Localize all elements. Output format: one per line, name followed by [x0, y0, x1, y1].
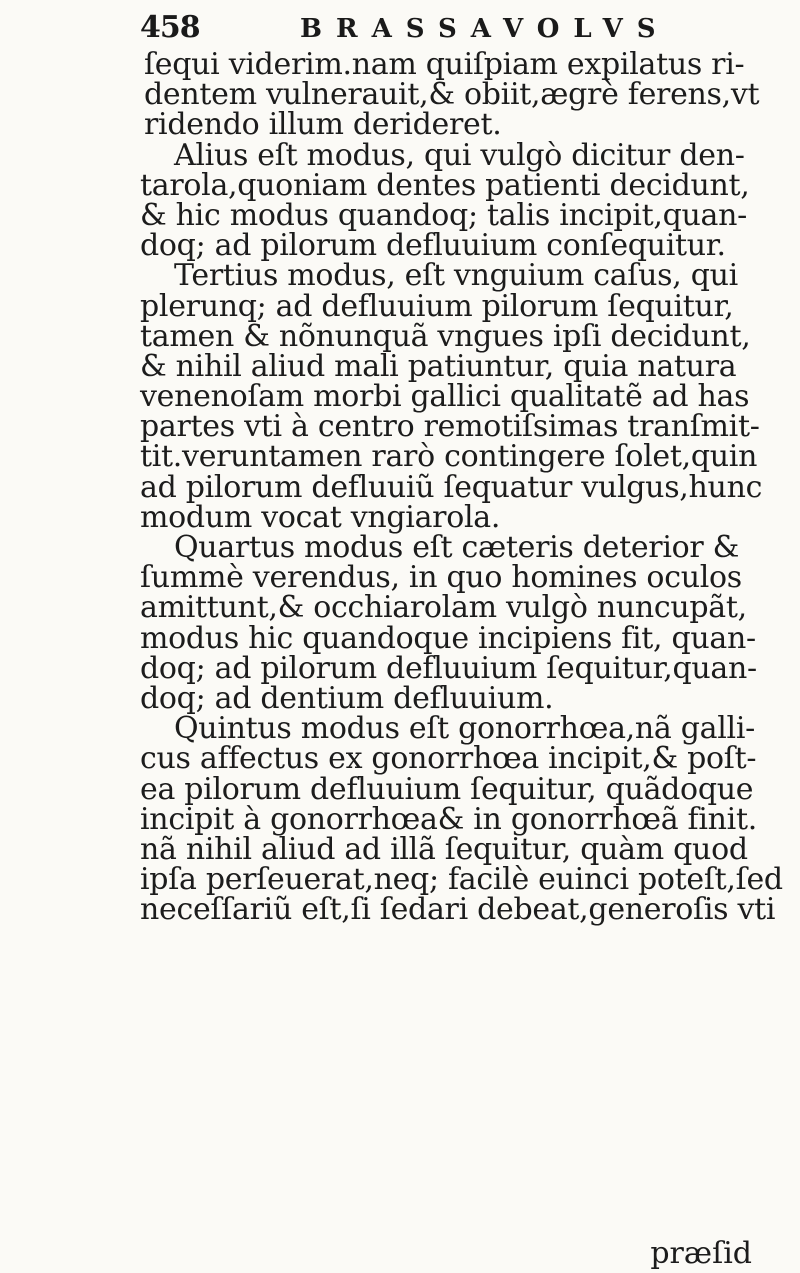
- text-line: Quintus modus eſt gonorrhœa,nã galli-: [174, 711, 755, 747]
- text-line: partes vti à centro remotiſsimas tranſmit-: [140, 409, 760, 445]
- text-line: ſequi viderim.nam quiſpiam expilatus ri-: [144, 47, 745, 82]
- page-header: [140, 6, 780, 50]
- text-line: tit.veruntamen rarò contingere ſolet,quin: [140, 439, 758, 475]
- text-line: doq; ad pilorum defluuium conſequitur.: [140, 228, 726, 264]
- text-line: neceſſariũ eſt,ſi ſedari debeat,generoſis vti: [140, 892, 776, 928]
- text-line: & nihil aliud mali patiuntur, quia natura: [140, 348, 737, 384]
- text-line: modum vocat vngiarola.: [140, 499, 501, 535]
- text-line: & hic modus quandoq; talis incipit,quan-: [140, 197, 747, 233]
- text-line: Quartus modus eſt cæteris deterior &: [174, 530, 740, 565]
- text-line: ad pilorum defluuiũ ſequatur vulgus,hunc: [140, 469, 763, 505]
- text-line: doq; ad dentium defluuium.: [140, 680, 554, 716]
- text-line: ridendo illum derideret.: [144, 107, 502, 143]
- page-number: 458: [140, 10, 200, 45]
- running-head: BRASSAVOLVS: [300, 14, 670, 44]
- text-line: cus affectus ex gonorrhœa incipit,& poſt-: [140, 741, 757, 777]
- catchword: præſid: [650, 1236, 752, 1271]
- text-line: modus hic quandoque incipiens fit, quan-: [140, 620, 756, 656]
- text-line: Alius eſt modus, qui vulgò dicitur den-: [174, 137, 745, 173]
- text-line: nã nihil aliud ad illã ſequitur, quàm quod: [140, 831, 748, 867]
- text-line: amittunt,& occhiarolam vulgò nuncupãt,: [140, 590, 747, 626]
- text-line: tamen & nõnunquã vngues ipſi decidunt,: [140, 318, 751, 354]
- text-line: ea pilorum defluuium ſequitur, quãdoque: [140, 771, 754, 807]
- text-line: doq; ad pilorum defluuium ſequitur,quan-: [140, 650, 757, 686]
- text-line: ſummè verendus, in quo homines oculos: [140, 560, 742, 596]
- text-line: dentem vulnerauit,& obiit,ægrè ferens,vt: [144, 77, 760, 113]
- text-line: incipit à gonorrhœa& in gonorrhœã finit.: [140, 801, 757, 837]
- text-line: Tertius modus, eſt vnguium caſus, qui: [174, 258, 738, 294]
- text-line: ipſa perſeuerat,neq; facilè euinci poteſt,ſed: [140, 862, 783, 898]
- text-line: venenoſam morbi gallici qualitatẽ ad has: [140, 379, 750, 415]
- text-line: tarola,quoniam dentes patienti decidunt,: [140, 167, 750, 203]
- text-line: plerunq; ad defluuium pilorum ſequitur,: [140, 288, 734, 324]
- body-text: [140, 47, 790, 928]
